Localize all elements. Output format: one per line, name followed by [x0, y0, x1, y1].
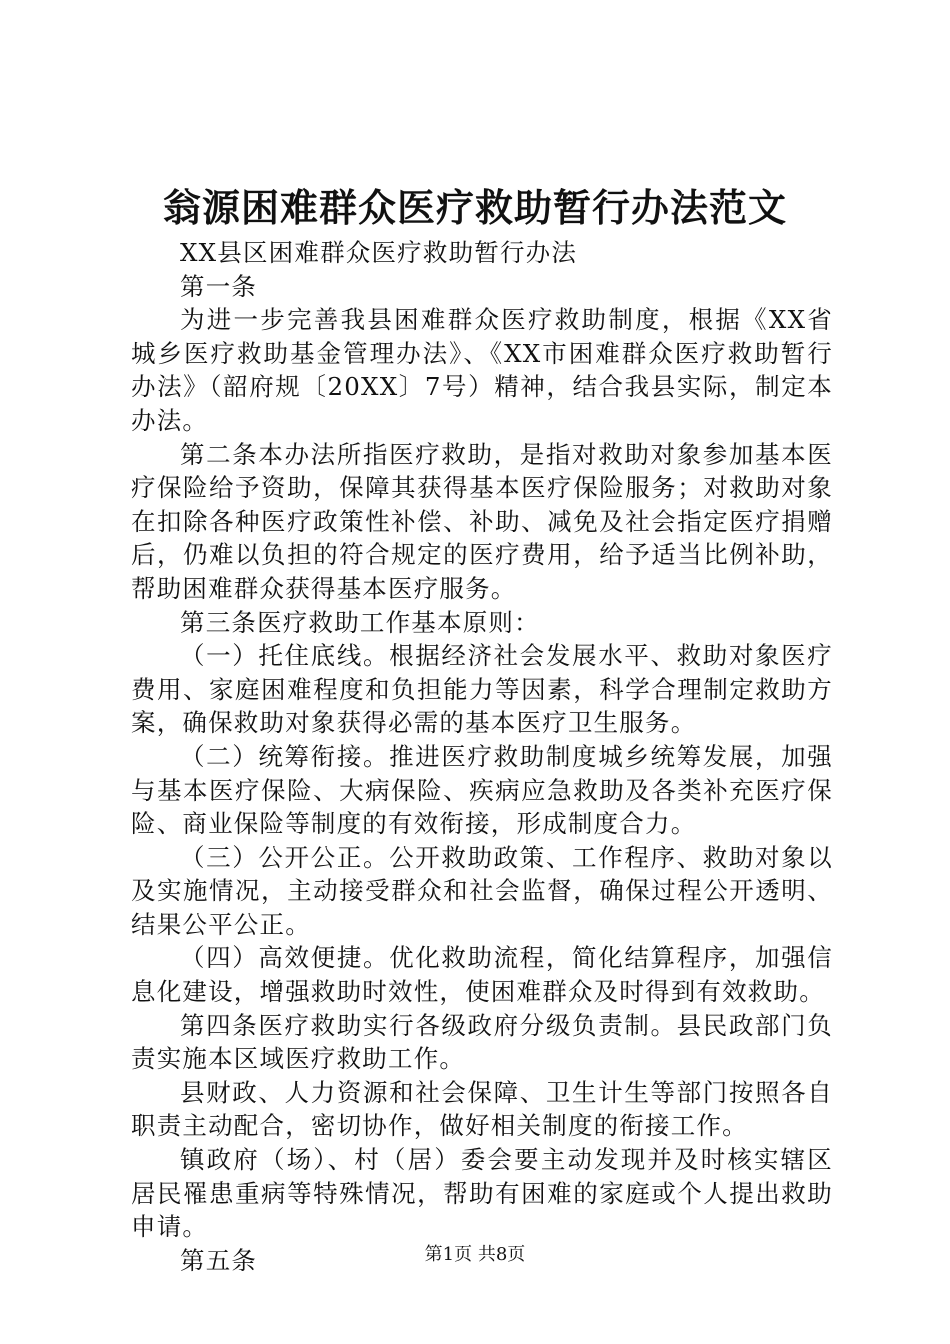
paragraph-subtitle: XX县区困难群众医疗救助暂行办法 [180, 238, 578, 267]
paragraph: 第四条医疗救助实行各级政府分级负责制。县民政部门负责实施本区域医疗救助工作。 [131, 1010, 833, 1074]
paragraph: 为进一步完善我县困难群众医疗救助制度，根据《XX省城乡医疗救助基金管理办法》、《XX市困难群众医疗救助暂行办法》（韶府规〔20XX〕7号）精神，结合我县实际，制定本办法。 [131, 305, 833, 435]
paragraph: （三）公开公正。公开救助政策、工作程序、救助对象以及实施情况，主动接受群众和社会监督，确保过程公开透明、结果公平公正。 [131, 842, 833, 939]
paragraph-article-1-heading: 第一条 [180, 271, 258, 301]
paragraph: 第三条医疗救助工作基本原则： [180, 607, 540, 637]
paragraph: （四）高效便捷。优化救助流程，简化结算程序，加强信息化建设，增强救助时效性，使困难群众及时得到有效救助。 [131, 943, 833, 1007]
paragraph: 镇政府（场）、村（居）委会要主动发现并及时核实辖区居民罹患重病等特殊情况，帮助有困难的家庭或个人提出救助申请。 [131, 1145, 833, 1242]
paragraph: 县财政、人力资源和社会保障、卫生计生等部门按照各自职责主动配合，密切协作，做好相关制度的衔接工作。 [131, 1077, 833, 1141]
document-title: 翁源困难群众医疗救助暂行办法范文 [162, 185, 787, 230]
page-number-footer: 第1页 共8页 [424, 1244, 526, 1265]
paragraph-article-5-heading: 第五条 [180, 1245, 258, 1275]
paragraph: 第二条本办法所指医疗救助，是指对救助对象参加基本医疗保险给予资助，保障其获得基本医疗保险服务；对救助对象在扣除各种医疗政策性补偿、补助、减免及社会指定医疗捐赠后，仍难以负担的符合规定的医疗费用，给予适当比例补助，帮助困难群众获得基本医疗服务。 [131, 439, 833, 603]
paragraph: （二）统筹衔接。推进医疗救助制度城乡统筹发展，加强与基本医疗保险、大病保险、疾病应急救助及各类补充医疗保险、商业保险等制度的有效衔接，形成制度合力。 [131, 741, 833, 839]
document-body [131, 236, 833, 1277]
paragraph: （一）托住底线。根据经济社会发展水平、救助对象医疗费用、家庭困难程度和负担能力等因素，科学合理制定救助方案，确保救助对象获得必需的基本医疗卫生服务。 [131, 641, 833, 738]
